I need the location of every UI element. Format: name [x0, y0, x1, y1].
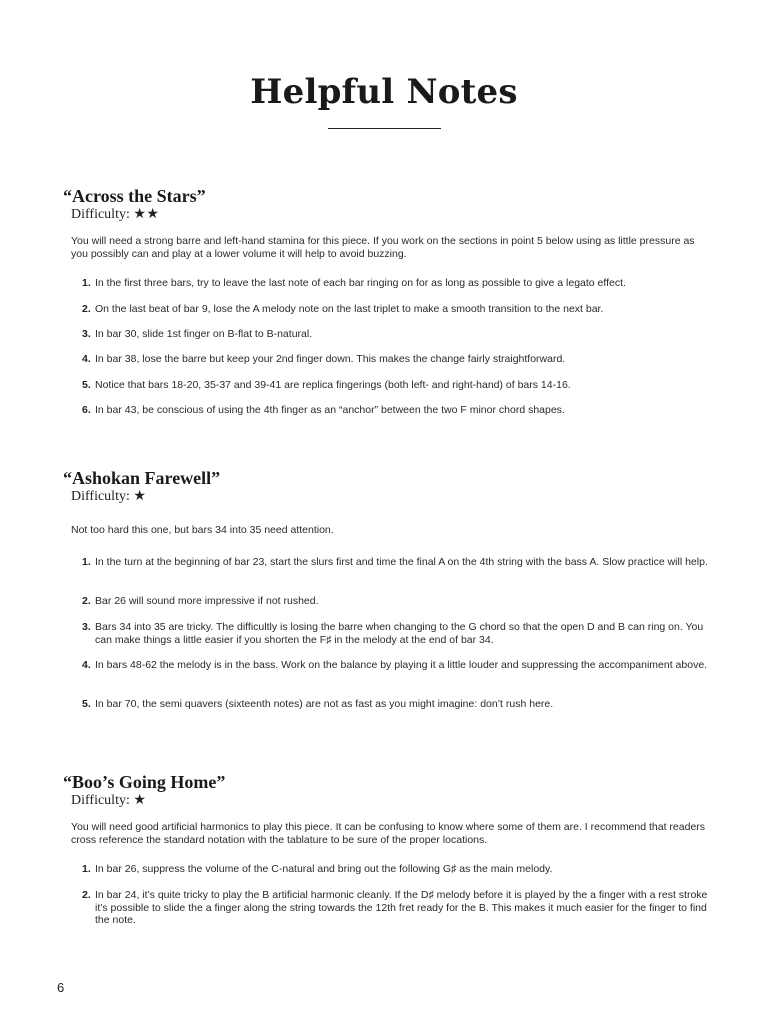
- item-text: On the last beat of bar 9, lose the A melody note on the last triplet to make a smooth transition to the next bar.: [95, 303, 604, 315]
- list-item: [82, 698, 714, 711]
- difficulty-label: Difficulty:: [71, 793, 130, 808]
- item-text: In bars 48-62 the melody is in the bass. Work on the balance by playing it a little louder and suppressing the accompaniment above.: [95, 659, 708, 671]
- item-text: In bar 26, suppress the volume of the C-natural and bring out the following G♯ as the main melody.: [95, 863, 553, 875]
- list-item: [82, 303, 714, 316]
- item-number: 1.: [82, 863, 91, 875]
- item-number: 5.: [82, 379, 91, 391]
- section-intro: You will need a strong barre and left-hand stamina for this piece. If you work on the sections in point 5 below using as little pressure as you possibly can and play at a lower volume it will help to avoid buzzing.: [71, 235, 695, 260]
- item-number: 4.: [82, 353, 91, 365]
- page-title: Helpful Notes: [250, 72, 518, 112]
- title-divider: [328, 128, 441, 129]
- list-item: [82, 328, 714, 341]
- list-item: [82, 379, 714, 392]
- item-number: 2.: [82, 595, 91, 607]
- difficulty-rating: [71, 206, 159, 223]
- item-number: 6.: [82, 404, 91, 416]
- list-item: [82, 556, 714, 569]
- item-text: In the first three bars, try to leave the last note of each bar ringing on for as long as possible to give a legato effect.: [95, 277, 626, 289]
- item-number: 5.: [82, 698, 91, 710]
- item-number: 2.: [82, 889, 91, 901]
- star-icon: ★★: [133, 207, 160, 222]
- item-text: In bar 43, be conscious of using the 4th finger as an “anchor” between the two F minor chord shapes.: [95, 404, 565, 416]
- item-number: 2.: [82, 303, 91, 315]
- list-item: [82, 889, 714, 927]
- section-intro: Not too hard this one, but bars 34 into 35 need attention.: [71, 524, 334, 536]
- list-item: [82, 277, 714, 290]
- song-title: “Ashokan Farewell”: [63, 468, 221, 488]
- item-number: 1.: [82, 556, 91, 568]
- item-number: 4.: [82, 659, 91, 671]
- difficulty-label: Difficulty:: [71, 489, 130, 504]
- list-item: [82, 404, 714, 417]
- section-intro: You will need good artificial harmonics to play this piece. It can be confusing to know where some of them are. I recommend that readers cross reference the standard notation with the tablature to be sure of the proper locations.: [71, 821, 706, 846]
- song-title: “Boo’s Going Home”: [63, 772, 226, 792]
- item-text: Bar 26 will sound more impressive if not rushed.: [95, 595, 319, 607]
- item-number: 3.: [82, 328, 91, 340]
- list-item: [82, 595, 714, 608]
- star-icon: ★: [133, 793, 147, 808]
- difficulty-label: Difficulty:: [71, 207, 130, 222]
- item-text: In bar 70, the semi quavers (sixteenth notes) are not as fast as you might imagine: don’t rush here.: [95, 698, 554, 710]
- difficulty-rating: [71, 488, 146, 505]
- item-text: Notice that bars 18-20, 35-37 and 39-41 are replica fingerings (both left- and right-hand) of bars 14-16.: [95, 379, 571, 391]
- item-text: In bar 38, lose the barre but keep your 2nd finger down. This makes the change fairly straightforward.: [95, 353, 566, 365]
- item-number: 1.: [82, 277, 91, 289]
- item-number: 3.: [82, 621, 91, 633]
- list-item: [82, 353, 714, 366]
- item-text: In bar 30, slide 1st finger on B-flat to B-natural.: [95, 328, 313, 340]
- song-title: “Across the Stars”: [63, 186, 206, 206]
- item-text: Bars 34 into 35 are tricky. The difficultly is losing the barre when changing to the G chord so that the open D and B can ring on. You can make things a little easier if you shorten the F♯ in the melody at the end of bar 34.: [95, 621, 704, 646]
- difficulty-rating: [71, 792, 146, 809]
- list-item: [82, 659, 714, 672]
- list-item: [82, 621, 714, 646]
- item-text: In the turn at the beginning of bar 23, start the slurs first and time the final A on the 4th string with the bass A. Slow practice will help.: [95, 556, 708, 568]
- star-icon: ★: [133, 489, 147, 504]
- list-item: [82, 863, 714, 876]
- page-number: 6: [57, 980, 65, 995]
- item-text: In bar 24, it’s quite tricky to play the B artificial harmonic cleanly. If the D♯ melody before it is played by the a finger with a rest stroke it’s possible to slide the a finger along the string towards the 12th fret ready for the B. This makes it much easier for the finger to find the note.: [95, 889, 708, 926]
